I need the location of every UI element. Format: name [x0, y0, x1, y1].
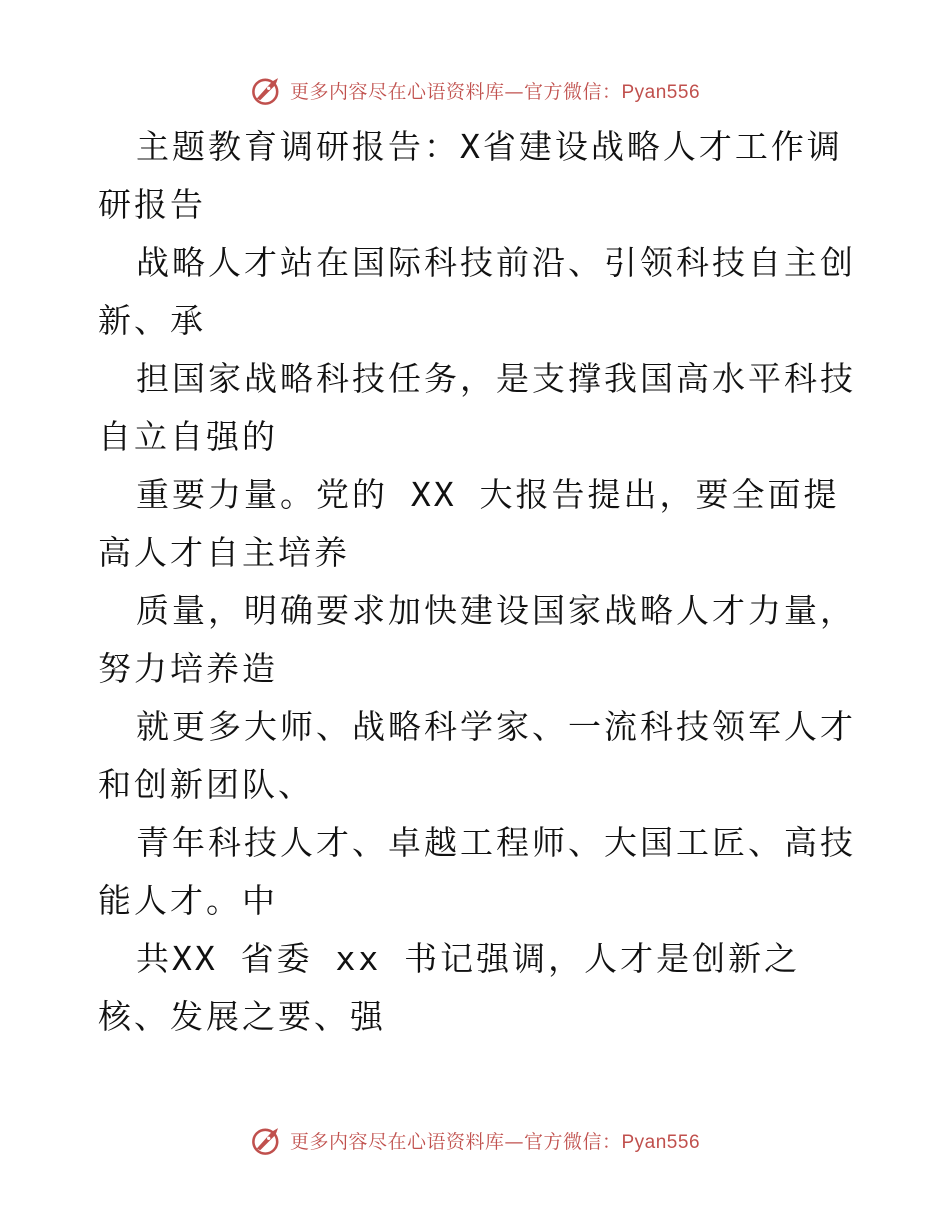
footer-banner: [0, 1120, 950, 1160]
banner-wechat-label: 官方微信：: [523, 1130, 622, 1153]
paragraph: 质量，明确要求加快建设国家战略人才力量，努力培养造: [98, 591, 856, 688]
paragraph: 共XX 省委 xx 书记强调，人才是创新之核、发展之要、强: [98, 939, 801, 1036]
document-body: [98, 118, 858, 1046]
paragraph: 主题教育调研报告：X省建设战略人才工作调研报告: [98, 127, 843, 224]
banner-dash: —: [504, 1130, 524, 1153]
banner-wechat-label: 官方微信：: [523, 80, 622, 103]
banner-site-text: 更多内容尽在心语资料库: [289, 80, 505, 103]
banner-text: [290, 1127, 700, 1154]
banner-handle: Pyan556: [621, 81, 701, 103]
pen-nib-logo-icon: [250, 73, 284, 107]
pen-nib-logo-icon: [250, 1123, 284, 1157]
banner-text: [290, 77, 700, 104]
banner-dash: —: [504, 80, 524, 103]
paragraph: 担国家战略科技任务，是支撑我国高水平科技自立自强的: [98, 359, 856, 456]
header-banner: [0, 70, 950, 110]
paragraph: 战略人才站在国际科技前沿、引领科技自主创新、承: [98, 243, 856, 340]
paragraph: 青年科技人才、卓越工程师、大国工匠、高技能人才。中: [98, 823, 856, 920]
paragraph: 就更多大师、战略科学家、一流科技领军人才和创新团队、: [98, 707, 856, 804]
paragraph: 重要力量。党的 XX 大报告提出，要全面提高人才自主培养: [98, 475, 840, 572]
banner-handle: Pyan556: [621, 1131, 701, 1153]
banner-site-text: 更多内容尽在心语资料库: [289, 1130, 505, 1153]
